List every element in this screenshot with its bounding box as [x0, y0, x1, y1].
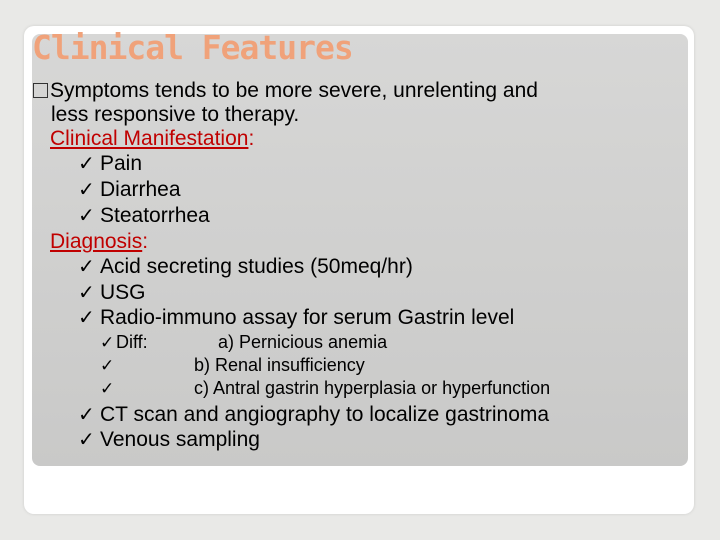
diff-item-pernicious-anemia: a) Pernicious anemia — [218, 332, 388, 352]
intro-line-2 — [51, 102, 299, 128]
check-icon: ✓ — [100, 379, 115, 398]
diagnosis-item-radioimmuno: Radio-immuno assay for serum Gastrin level — [100, 306, 515, 329]
check-icon: ✓ — [78, 256, 95, 278]
diagnosis-heading-text: Diagnosis — [50, 230, 143, 253]
check-icon: ✓ — [100, 356, 115, 375]
list-item — [78, 254, 413, 280]
manifestation-item-diarrhea: Diarrhea — [100, 178, 181, 201]
manifestation-item-pain: Pain — [100, 152, 143, 175]
manifestation-heading — [50, 126, 254, 152]
diagnosis-item-usg: USG — [100, 281, 146, 304]
diagnosis-heading — [50, 229, 148, 255]
diagnosis-item-venous-sampling: Venous sampling — [100, 428, 260, 451]
list-item — [78, 427, 260, 453]
diff-item — [218, 331, 387, 353]
diagnosis-colon: : — [142, 230, 149, 253]
intro-line-1 — [33, 78, 538, 104]
check-icon: ✓ — [78, 179, 95, 201]
check-icon: ✓ — [78, 153, 95, 175]
diff-item — [194, 377, 550, 399]
intro-text-continued: less responsive to therapy. — [51, 103, 300, 126]
list-item — [78, 305, 514, 331]
list-item — [78, 203, 210, 229]
manifestation-heading-text: Clinical Manifestation — [50, 127, 249, 150]
check-icon: ✓ — [78, 307, 95, 329]
manifestation-item-steatorrhea: Steatorrhea — [100, 204, 210, 227]
diff-row — [100, 331, 148, 354]
check-icon: ✓ — [78, 282, 95, 304]
square-bullet-icon — [33, 83, 48, 98]
check-icon: ✓ — [78, 429, 95, 451]
list-item — [78, 402, 549, 428]
diff-row — [100, 354, 116, 377]
diagnosis-item-acid-studies: Acid secreting studies (50meq/hr) — [100, 255, 413, 278]
check-icon: ✓ — [100, 333, 115, 352]
intro-text: Symptoms tends to be more severe, unrelenting and — [50, 79, 538, 102]
list-item — [78, 151, 142, 177]
diff-item-antral-hyperplasia: c) Antral gastrin hyperplasia or hyperfunction — [194, 378, 551, 398]
list-item — [78, 177, 181, 203]
list-item — [78, 280, 146, 306]
check-icon: ✓ — [78, 205, 95, 227]
diff-row — [100, 377, 116, 400]
diagnosis-item-ct-scan: CT scan and angiography to localize gastrinoma — [100, 403, 550, 426]
slide-title: Clinical Features — [32, 28, 353, 67]
diff-item — [194, 354, 365, 376]
diff-item-renal-insufficiency: b) Renal insufficiency — [194, 355, 365, 375]
diff-label: Diff: — [116, 332, 148, 352]
check-icon: ✓ — [78, 404, 95, 426]
manifestation-colon: : — [248, 127, 255, 150]
